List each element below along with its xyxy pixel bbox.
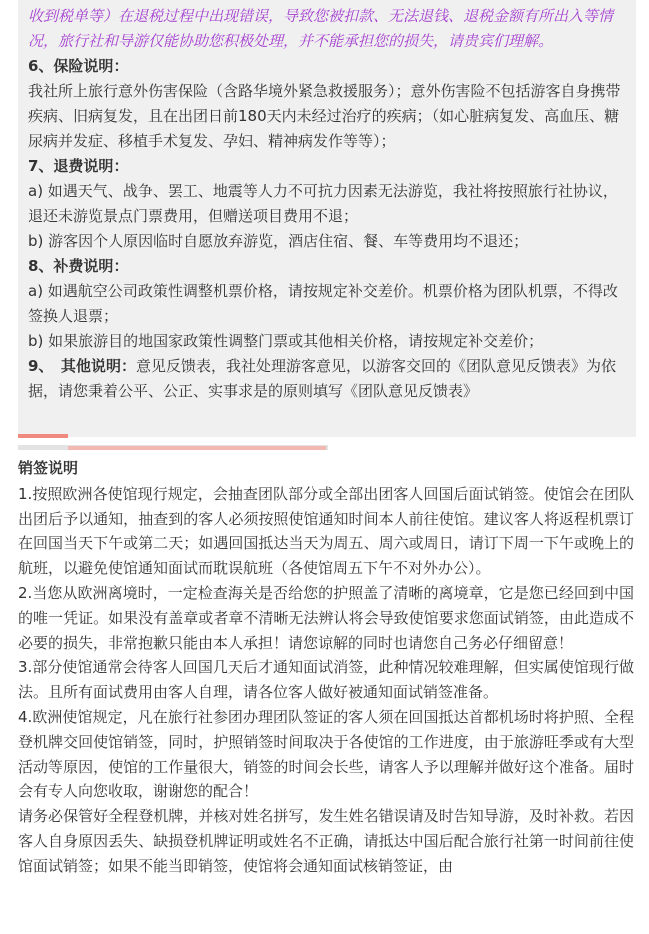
divider-accent [18,434,68,438]
insurance-heading: 6、保险说明： [28,57,129,75]
visa-paragraph-4: 4.欧洲使馆规定，凡在旅行社参团办理团队签证的客人须在回国抵达首都机场时将护照、全程登机牌交回使馆销签，同时，护照销签时间取决于各使馆的工作进度，由于旅游旺季或有大型活动等原因，使馆的工作量很大，销签的时间会长些，请客人予以理解并做好这个准备。届时会有专人向您收取，谢谢您的配合！ [18,707,634,801]
refund-item-b: b) 游客因个人原因临时自愿放弃游览，酒店住宿、餐、车等费用均不退还； [28,232,529,250]
visa-cancellation-section [18,456,634,879]
refund-heading: 7、退费说明： [28,157,129,175]
supplement-heading: 8、补费说明： [28,257,129,275]
refund-item-a: a) 如遇天气、战争、罢工、地震等人力不可抗力因素无法游览，我社将按照旅行社协议，退还未游览景点门票费用，但赠送项目费用不退； [28,182,618,225]
visa-paragraph-3: 3.部分使馆通常会待客人回国几天后才通知面试消签，此种情况较难理解，但实属使馆现行做法。且所有面试费用由客人自理，请各位客人做好被通知面试销签准备。 [18,658,634,702]
divider-accent-light [68,446,326,450]
supplement-item-a: a) 如遇航空公司政策性调整机票价格，请按规定补交差价。机票价格为团队机票，不得改签换人退票； [28,282,618,325]
other-notes [28,354,626,404]
other-notes-heading: 9、 其他说明： [28,357,136,375]
tax-refund-notice: 收到税单等）在退税过程中出现错误，导致您被扣款、无法退钱、退税金额有所出入等情况，旅行社和导游仅能协助您积极处理，并不能承担您的损失，请贵宾们理解。 [28,7,614,50]
insurance-text: 我社所上旅行意外伤害保险（含路华境外紧急救援服务）；意外伤害险不包括游客自身携带疾病、旧病复发，且在出团日前180天内未经过治疗的疾病；（如心脏病复发、高血压、糖尿病并发症、移植手术复发、孕妇、精神病发作等等）； [28,82,621,150]
visa-paragraph-2: 2.当您从欧洲离境时，一定检查海关是否给您的护照盖了清晰的离境章，它是您已经回到中国的唯一凭证。如果没有盖章或者章不清晰无法辨认将会导致使馆要求您面试销签，由此造成不必要的损失，非常抱歉只能由本人承担！请您谅解的同时也请您自己务必仔细留意！ [18,583,634,652]
notice-box [18,0,636,437]
visa-paragraph-1: 1.按照欧洲各使馆现行规定，会抽查团队部分或全部出团客人回国后面试销签。使馆会在团队出团后予以通知，抽查到的客人必须按照使馆通知时间本人前往使馆。建议客人将返程机票订在回国当天下午或第二天；如遇回国抵达当天为周五、周六或周日，请订下周一下午或晚上的航班，以避免使馆通知面试而耽误航班（各使馆周五下午不对外办公）。 [18,484,634,578]
supplement-item-b: b) 如果旅游目的地国家政策性调整门票或其他相关价格，请按规定补交差价； [28,332,544,350]
section-title: 销签说明 [18,459,79,477]
other-notes-text: 意见反馈表，我社处理游客意见，以游客交回的《团队意见反馈表》为依据，请您秉着公平、公正、实事求是的原则填写《团队意见反馈表》 [28,357,616,400]
visa-paragraph-5: 请务必保管好全程登机牌，并核对姓名拼写，发生姓名错误请及时告知导游，及时补救。若因客人自身原因丢失、缺损登机牌证明或姓名不正确，请抵达中国后配合旅行社第一时间前往使馆面试销签；如果不能当即销签，使馆将会通知面试核销签证，由 [18,807,634,875]
